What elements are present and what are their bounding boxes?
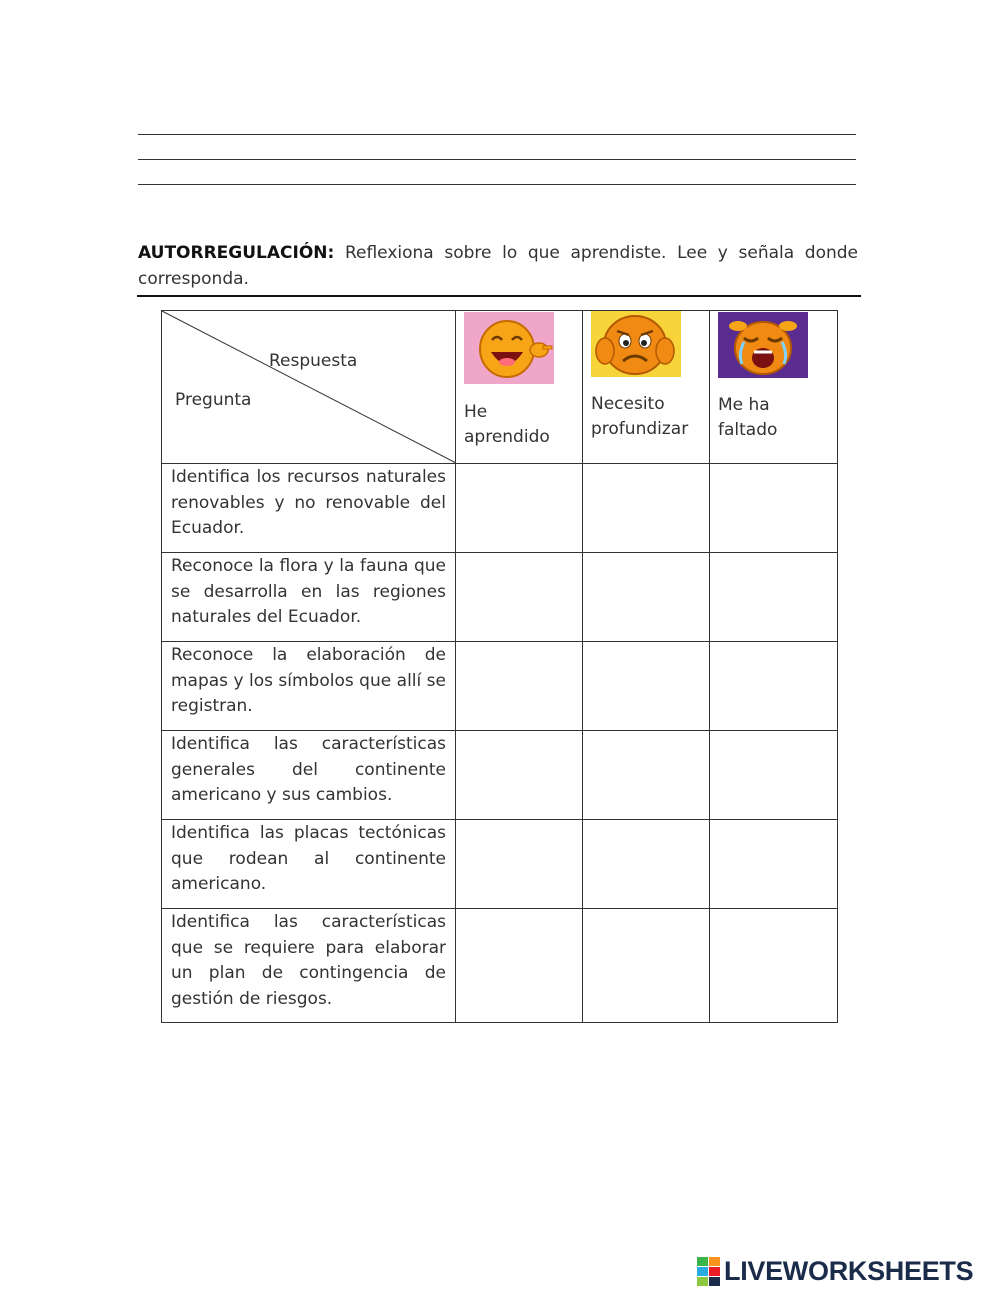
section-heading: AUTORREGULACIÓN:	[138, 243, 335, 263]
question-cell: Identifica las características generales del continente americano y sus cambios.	[162, 731, 456, 820]
answer-me-ha-faltado[interactable]	[710, 464, 838, 553]
answer-necesito-profundizar[interactable]	[583, 642, 710, 731]
respuesta-label: Respuesta	[269, 351, 358, 371]
diagonal-line	[162, 311, 456, 463]
table-row	[162, 464, 838, 553]
answer-he-aprendido[interactable]	[456, 731, 583, 820]
answer-necesito-profundizar[interactable]	[583, 731, 710, 820]
answer-me-ha-faltado[interactable]	[710, 820, 838, 909]
column-me-ha-faltado	[710, 311, 838, 464]
answer-he-aprendido[interactable]	[456, 553, 583, 642]
corner-header	[162, 311, 456, 464]
answer-necesito-profundizar[interactable]	[583, 464, 710, 553]
answer-me-ha-faltado[interactable]	[710, 642, 838, 731]
question-cell: Identifica las placas tectónicas que rodean al continente americano.	[162, 820, 456, 909]
column-necesito-profundizar	[583, 311, 710, 464]
instructions-text: Reflexiona sobre lo que aprendiste. Lee y señala donde corresponda.	[138, 243, 858, 289]
answer-necesito-profundizar[interactable]	[583, 909, 710, 1023]
table-row	[162, 553, 838, 642]
question-cell: Reconoce la flora y la fauna que se desarrolla en las regiones naturales del Ecuador.	[162, 553, 456, 642]
table-row	[162, 731, 838, 820]
logo-blocks-icon	[697, 1257, 720, 1286]
table-row	[162, 642, 838, 731]
me-ha-faltado-label-2: faltado	[718, 420, 778, 440]
answer-me-ha-faltado[interactable]	[710, 909, 838, 1023]
laughing-face-icon	[464, 312, 554, 384]
answer-necesito-profundizar[interactable]	[583, 820, 710, 909]
crying-face-icon	[718, 312, 808, 378]
instructions	[138, 240, 858, 292]
he-aprendido-label-2: aprendido	[464, 427, 550, 447]
answer-me-ha-faltado[interactable]	[710, 731, 838, 820]
answer-he-aprendido[interactable]	[456, 642, 583, 731]
question-cell: Identifica las características que se requiere para elaborar un plan de contingencia de gestión de riesgos.	[162, 909, 456, 1023]
answer-line-1[interactable]	[138, 134, 856, 135]
he-aprendido-label-1: He	[464, 402, 488, 422]
table-row	[162, 820, 838, 909]
question-cell: Identifica los recursos naturales renovables y no renovable del Ecuador.	[162, 464, 456, 553]
question-cell: Reconoce la elaboración de mapas y los símbolos que allí se registran.	[162, 642, 456, 731]
table-header-row	[162, 311, 838, 464]
column-he-aprendido	[456, 311, 583, 464]
table-row	[162, 909, 838, 1023]
self-assessment-table	[161, 310, 838, 1023]
me-ha-faltado-label-1: Me ha	[718, 395, 770, 415]
answer-he-aprendido[interactable]	[456, 464, 583, 553]
liveworksheets-logo	[697, 1256, 973, 1286]
pregunta-label: Pregunta	[175, 390, 252, 410]
answer-me-ha-faltado[interactable]	[710, 553, 838, 642]
answer-he-aprendido[interactable]	[456, 820, 583, 909]
logo-text: LIVEWORKSHEETS	[724, 1255, 974, 1286]
necesito-profundizar-label-1: Necesito	[591, 394, 665, 414]
answer-line-2[interactable]	[138, 159, 856, 160]
divider	[137, 295, 861, 297]
necesito-profundizar-label-2: profundizar	[591, 419, 689, 439]
worried-face-icon	[591, 311, 681, 377]
answer-he-aprendido[interactable]	[456, 909, 583, 1023]
answer-necesito-profundizar[interactable]	[583, 553, 710, 642]
answer-line-3[interactable]	[138, 184, 856, 185]
